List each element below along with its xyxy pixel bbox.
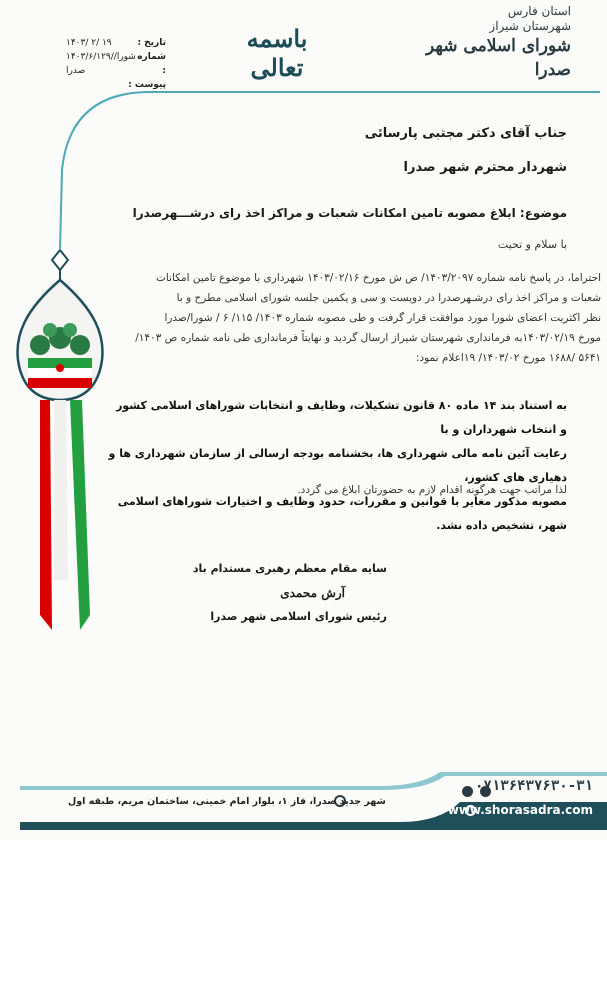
date-row bbox=[66, 36, 166, 50]
footer-address: شهر جدید صدرا، فاز ۱، بلوار امام خمینی، ساختمان مریم، طبقه اول bbox=[68, 796, 386, 807]
paragraph-1-line: احتراما، در پاسخ نامه شماره ۱۴۰۳/۲۰۹۷/ ص ش مورخ ۱۴۰۳/۰۲/۱۶ شهرداری با موضوع تامین امکانات bbox=[155, 272, 601, 284]
letterhead-organization bbox=[421, 4, 571, 82]
number-row bbox=[66, 50, 166, 78]
date-label: تاریخ : bbox=[137, 38, 166, 48]
number-value: ۱۴۰۳/۶/۱۲۹/شورا/صدرا bbox=[66, 52, 136, 76]
signature-name: آرش محمدی bbox=[280, 586, 345, 600]
paragraph-2-line: مصوبه مذکور مغایر با قوانین و مقررات، حدود وظایف و اختیارات شوراهای اسلامی شهر، تشخیص داده نشد. bbox=[117, 495, 567, 532]
signature-title: رئیس شورای اسلامی شهر صدرا bbox=[210, 610, 387, 623]
paragraph-2-line: به استناد بند ۱۴ ماده ۸۰ قانون تشکیلات، وظایف و انتخابات شوراهای اسلامی کشور و انتخاب شهرداران و با bbox=[116, 399, 567, 436]
province-label: استان فارس bbox=[507, 4, 571, 18]
paragraph-2-line: رعایت آئین نامه مالی شهرداری ها، بخشنامه بودجه ارسالی از سازمان شهرداری ها و دهیاری های کشور، bbox=[108, 447, 567, 484]
council-name: شورای اسلامی شهر صدرا bbox=[426, 36, 571, 80]
paragraph-1-line: ۵۶۴۱ /۱۶۸۸ مورخ ۱۴۰۳/۰۲/ ۱۹اعلام نمود: bbox=[415, 352, 601, 364]
paragraph-1 bbox=[116, 268, 601, 368]
attachment-label: پیوست : bbox=[128, 80, 166, 90]
greeting: با سلام و تحیت bbox=[497, 238, 567, 251]
letter-subject: موضوع: ابلاغ مصوبه تامین امکانات شعبات و مراکز اخذ رای درشـــهرصدرا bbox=[132, 206, 567, 220]
paragraph-1-line: نظر اکثریت اعضای شورا مورد موافقت قرار گرفت و طی مصوبه شماره ۱۴۰۳/ ۱۱۵/ ۶ / شورا/صدرا bbox=[164, 312, 601, 324]
number-label: شماره : bbox=[137, 52, 166, 76]
phone-icon bbox=[462, 786, 473, 797]
county-label: شهرستان شیراز bbox=[489, 19, 571, 33]
paragraph-1-line: مورخ ۱۴۰۳/۰۲/۱۹به فرمانداری شهرستان شیراز ارسال گردید و نهایتاً فرمانداری طی نامه شماره ص ۱۴۰۳/ bbox=[135, 332, 601, 344]
recipient-title: شهردار محترم شهر صدرا bbox=[403, 160, 567, 175]
paragraph-2 bbox=[107, 394, 567, 538]
attachment-row bbox=[66, 78, 166, 92]
footer-website: www.shorasadra.com bbox=[447, 803, 593, 817]
recipient-name: جناب آقای دکتر مجتبی پارسائی bbox=[364, 126, 567, 141]
letter-meta bbox=[66, 36, 166, 92]
date-value: ۱۴۰۳/ ۲/ ۱۹ bbox=[66, 38, 112, 48]
council-emblem bbox=[10, 250, 110, 630]
signature-salutation: سایه مقام معظم رهبری مستدام باد bbox=[192, 562, 387, 575]
footer-phone: ۰۷۱۳۶۴۳۷۶۳۰-۳۱ bbox=[474, 778, 593, 794]
closing-line: لذا مراتب جهت هرگونه اقدام لازم به حضورتان ابلاغ می گردد. bbox=[297, 484, 567, 496]
paragraph-1-line: شعبات و مراکز اخذ رای درشـهرصدرا در دویست و سی و یکمین جلسه شورای اسلامی مطرح و با bbox=[176, 292, 601, 304]
letterhead-motto: باسمه تعالی bbox=[246, 24, 308, 82]
